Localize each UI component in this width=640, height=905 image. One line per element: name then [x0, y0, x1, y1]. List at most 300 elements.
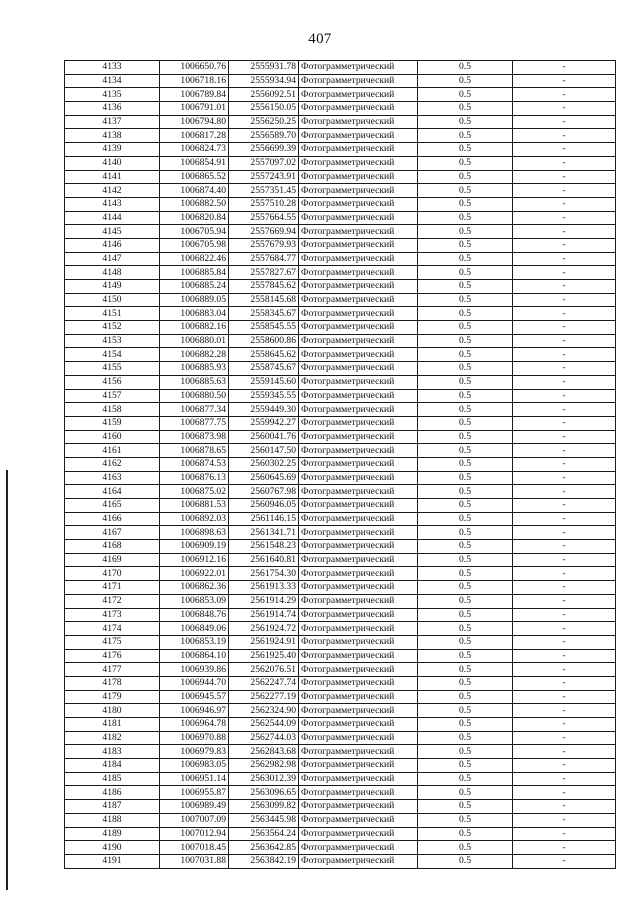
accuracy-cell: 0.5 [418, 800, 513, 814]
table-row [65, 567, 616, 581]
point-number-cell: 4181 [65, 718, 160, 732]
point-number-cell: 4134 [65, 74, 160, 88]
method-cell: Фотограмметрический [299, 718, 418, 732]
y-coordinate-cell: 2556699.39 [229, 143, 299, 157]
note-cell: - [513, 403, 616, 417]
table-row [65, 690, 616, 704]
note-cell: - [513, 608, 616, 622]
x-coordinate-cell: 1006955.87 [160, 786, 229, 800]
table-row [65, 649, 616, 663]
method-cell: Фотограмметрический [299, 553, 418, 567]
y-coordinate-cell: 2561914.29 [229, 594, 299, 608]
point-number-cell: 4145 [65, 225, 160, 239]
accuracy-cell: 0.5 [418, 430, 513, 444]
x-coordinate-cell: 1006939.86 [160, 663, 229, 677]
point-number-cell: 4139 [65, 143, 160, 157]
note-cell: - [513, 772, 616, 786]
note-cell: - [513, 594, 616, 608]
note-cell: - [513, 759, 616, 773]
point-number-cell: 4133 [65, 61, 160, 75]
table-row [65, 143, 616, 157]
y-coordinate-cell: 2562744.03 [229, 731, 299, 745]
note-cell: - [513, 225, 616, 239]
point-number-cell: 4170 [65, 567, 160, 581]
y-coordinate-cell: 2556250.25 [229, 115, 299, 129]
y-coordinate-cell: 2563445.98 [229, 813, 299, 827]
point-number-cell: 4173 [65, 608, 160, 622]
method-cell: Фотограмметрический [299, 88, 418, 102]
note-cell: - [513, 827, 616, 841]
method-cell: Фотограмметрический [299, 690, 418, 704]
x-coordinate-cell: 1006885.93 [160, 362, 229, 376]
point-number-cell: 4190 [65, 841, 160, 855]
accuracy-cell: 0.5 [418, 375, 513, 389]
note-cell: - [513, 731, 616, 745]
accuracy-cell: 0.5 [418, 854, 513, 868]
x-coordinate-cell: 1007018.45 [160, 841, 229, 855]
table-row [65, 115, 616, 129]
y-coordinate-cell: 2560147.50 [229, 444, 299, 458]
y-coordinate-cell: 2557679.93 [229, 238, 299, 252]
coordinates-table [64, 60, 616, 869]
point-number-cell: 4162 [65, 457, 160, 471]
x-coordinate-cell: 1006854.91 [160, 156, 229, 170]
x-coordinate-cell: 1006718.16 [160, 74, 229, 88]
point-number-cell: 4138 [65, 129, 160, 143]
point-number-cell: 4149 [65, 280, 160, 294]
x-coordinate-cell: 1006849.06 [160, 622, 229, 636]
note-cell: - [513, 307, 616, 321]
y-coordinate-cell: 2557351.45 [229, 184, 299, 198]
x-coordinate-cell: 1006824.73 [160, 143, 229, 157]
y-coordinate-cell: 2558545.55 [229, 321, 299, 335]
accuracy-cell: 0.5 [418, 156, 513, 170]
note-cell: - [513, 197, 616, 211]
method-cell: Фотограмметрический [299, 184, 418, 198]
y-coordinate-cell: 2562324.90 [229, 704, 299, 718]
table-row [65, 813, 616, 827]
table-row [65, 266, 616, 280]
method-cell: Фотограмметрический [299, 512, 418, 526]
point-number-cell: 4168 [65, 540, 160, 554]
table-row [65, 540, 616, 554]
accuracy-cell: 0.5 [418, 238, 513, 252]
method-cell: Фотограмметрический [299, 430, 418, 444]
x-coordinate-cell: 1006946.97 [160, 704, 229, 718]
method-cell: Фотограмметрический [299, 827, 418, 841]
x-coordinate-cell: 1006989.49 [160, 800, 229, 814]
table-row [65, 252, 616, 266]
y-coordinate-cell: 2558745.67 [229, 362, 299, 376]
y-coordinate-cell: 2563564.24 [229, 827, 299, 841]
table-row [65, 74, 616, 88]
x-coordinate-cell: 1006964.78 [160, 718, 229, 732]
table-row [65, 759, 616, 773]
y-coordinate-cell: 2563642.85 [229, 841, 299, 855]
x-coordinate-cell: 1006882.28 [160, 348, 229, 362]
x-coordinate-cell: 1006885.63 [160, 375, 229, 389]
point-number-cell: 4135 [65, 88, 160, 102]
y-coordinate-cell: 2561146.15 [229, 512, 299, 526]
table-row [65, 718, 616, 732]
table-row [65, 827, 616, 841]
method-cell: Фотограмметрический [299, 786, 418, 800]
accuracy-cell: 0.5 [418, 280, 513, 294]
x-coordinate-cell: 1006880.50 [160, 389, 229, 403]
y-coordinate-cell: 2558345.67 [229, 307, 299, 321]
table-row [65, 225, 616, 239]
method-cell: Фотограмметрический [299, 280, 418, 294]
method-cell: Фотограмметрический [299, 745, 418, 759]
point-number-cell: 4166 [65, 512, 160, 526]
x-coordinate-cell: 1006853.09 [160, 594, 229, 608]
x-coordinate-cell: 1006791.01 [160, 102, 229, 116]
accuracy-cell: 0.5 [418, 676, 513, 690]
accuracy-cell: 0.5 [418, 170, 513, 184]
point-number-cell: 4174 [65, 622, 160, 636]
point-number-cell: 4163 [65, 471, 160, 485]
note-cell: - [513, 102, 616, 116]
note-cell: - [513, 444, 616, 458]
point-number-cell: 4188 [65, 813, 160, 827]
method-cell: Фотограмметрический [299, 772, 418, 786]
y-coordinate-cell: 2561640.81 [229, 553, 299, 567]
x-coordinate-cell: 1006912.16 [160, 553, 229, 567]
accuracy-cell: 0.5 [418, 74, 513, 88]
accuracy-cell: 0.5 [418, 499, 513, 513]
note-cell: - [513, 389, 616, 403]
method-cell: Фотограмметрический [299, 348, 418, 362]
point-number-cell: 4153 [65, 334, 160, 348]
y-coordinate-cell: 2561341.71 [229, 526, 299, 540]
method-cell: Фотограмметрический [299, 608, 418, 622]
note-cell: - [513, 676, 616, 690]
table-row [65, 348, 616, 362]
x-coordinate-cell: 1006877.34 [160, 403, 229, 417]
accuracy-cell: 0.5 [418, 362, 513, 376]
method-cell: Фотограмметрический [299, 307, 418, 321]
method-cell: Фотограмметрический [299, 813, 418, 827]
point-number-cell: 4144 [65, 211, 160, 225]
y-coordinate-cell: 2560767.98 [229, 485, 299, 499]
table-row [65, 841, 616, 855]
note-cell: - [513, 430, 616, 444]
x-coordinate-cell: 1006979.83 [160, 745, 229, 759]
note-cell: - [513, 115, 616, 129]
x-coordinate-cell: 1006862.36 [160, 581, 229, 595]
table-row [65, 608, 616, 622]
point-number-cell: 4183 [65, 745, 160, 759]
y-coordinate-cell: 2557664.55 [229, 211, 299, 225]
table-row [65, 663, 616, 677]
method-cell: Фотограмметрический [299, 485, 418, 499]
note-cell: - [513, 375, 616, 389]
table-row [65, 211, 616, 225]
accuracy-cell: 0.5 [418, 457, 513, 471]
table-row [65, 622, 616, 636]
x-coordinate-cell: 1006881.53 [160, 499, 229, 513]
x-coordinate-cell: 1007012.94 [160, 827, 229, 841]
table-row [65, 321, 616, 335]
table-row [65, 334, 616, 348]
accuracy-cell: 0.5 [418, 841, 513, 855]
accuracy-cell: 0.5 [418, 635, 513, 649]
x-coordinate-cell: 1007031.88 [160, 854, 229, 868]
method-cell: Фотограмметрический [299, 704, 418, 718]
note-cell: - [513, 745, 616, 759]
point-number-cell: 4161 [65, 444, 160, 458]
method-cell: Фотограмметрический [299, 676, 418, 690]
x-coordinate-cell: 1006885.84 [160, 266, 229, 280]
method-cell: Фотограмметрический [299, 321, 418, 335]
method-cell: Фотограмметрический [299, 156, 418, 170]
x-coordinate-cell: 1006853.19 [160, 635, 229, 649]
accuracy-cell: 0.5 [418, 745, 513, 759]
point-number-cell: 4159 [65, 416, 160, 430]
note-cell: - [513, 635, 616, 649]
y-coordinate-cell: 2557097.02 [229, 156, 299, 170]
y-coordinate-cell: 2561924.72 [229, 622, 299, 636]
point-number-cell: 4160 [65, 430, 160, 444]
note-cell: - [513, 704, 616, 718]
table-row [65, 854, 616, 868]
table-row [65, 156, 616, 170]
point-number-cell: 4157 [65, 389, 160, 403]
note-cell: - [513, 334, 616, 348]
note-cell: - [513, 88, 616, 102]
y-coordinate-cell: 2561924.91 [229, 635, 299, 649]
point-number-cell: 4175 [65, 635, 160, 649]
note-cell: - [513, 211, 616, 225]
y-coordinate-cell: 2558145.68 [229, 293, 299, 307]
note-cell: - [513, 143, 616, 157]
method-cell: Фотограмметрический [299, 457, 418, 471]
accuracy-cell: 0.5 [418, 772, 513, 786]
x-coordinate-cell: 1006983.05 [160, 759, 229, 773]
note-cell: - [513, 170, 616, 184]
accuracy-cell: 0.5 [418, 129, 513, 143]
y-coordinate-cell: 2560302.25 [229, 457, 299, 471]
y-coordinate-cell: 2561754.30 [229, 567, 299, 581]
point-number-cell: 4150 [65, 293, 160, 307]
accuracy-cell: 0.5 [418, 731, 513, 745]
x-coordinate-cell: 1006878.65 [160, 444, 229, 458]
note-cell: - [513, 74, 616, 88]
note-cell: - [513, 813, 616, 827]
accuracy-cell: 0.5 [418, 102, 513, 116]
x-coordinate-cell: 1006874.53 [160, 457, 229, 471]
method-cell: Фотограмметрический [299, 540, 418, 554]
method-cell: Фотограмметрический [299, 375, 418, 389]
point-number-cell: 4143 [65, 197, 160, 211]
note-cell: - [513, 348, 616, 362]
y-coordinate-cell: 2557845.62 [229, 280, 299, 294]
note-cell: - [513, 800, 616, 814]
point-number-cell: 4187 [65, 800, 160, 814]
accuracy-cell: 0.5 [418, 485, 513, 499]
point-number-cell: 4156 [65, 375, 160, 389]
accuracy-cell: 0.5 [418, 663, 513, 677]
accuracy-cell: 0.5 [418, 512, 513, 526]
point-number-cell: 4169 [65, 553, 160, 567]
note-cell: - [513, 362, 616, 376]
accuracy-cell: 0.5 [418, 704, 513, 718]
x-coordinate-cell: 1006880.01 [160, 334, 229, 348]
accuracy-cell: 0.5 [418, 690, 513, 704]
table-row [65, 731, 616, 745]
point-number-cell: 4154 [65, 348, 160, 362]
note-cell: - [513, 841, 616, 855]
point-number-cell: 4189 [65, 827, 160, 841]
note-cell: - [513, 512, 616, 526]
accuracy-cell: 0.5 [418, 813, 513, 827]
y-coordinate-cell: 2562247.74 [229, 676, 299, 690]
x-coordinate-cell: 1006889.05 [160, 293, 229, 307]
x-coordinate-cell: 1006882.16 [160, 321, 229, 335]
method-cell: Фотограмметрический [299, 61, 418, 75]
point-number-cell: 4152 [65, 321, 160, 335]
table-row [65, 362, 616, 376]
method-cell: Фотограмметрический [299, 389, 418, 403]
method-cell: Фотограмметрический [299, 416, 418, 430]
y-coordinate-cell: 2557827.67 [229, 266, 299, 280]
note-cell: - [513, 786, 616, 800]
method-cell: Фотограмметрический [299, 170, 418, 184]
accuracy-cell: 0.5 [418, 553, 513, 567]
table-row [65, 594, 616, 608]
method-cell: Фотограмметрический [299, 471, 418, 485]
x-coordinate-cell: 1006705.98 [160, 238, 229, 252]
table-row [65, 375, 616, 389]
note-cell: - [513, 649, 616, 663]
x-coordinate-cell: 1006882.50 [160, 197, 229, 211]
x-coordinate-cell: 1006951.14 [160, 772, 229, 786]
x-coordinate-cell: 1006877.75 [160, 416, 229, 430]
table-row [65, 457, 616, 471]
y-coordinate-cell: 2562544.09 [229, 718, 299, 732]
table-row [65, 430, 616, 444]
note-cell: - [513, 457, 616, 471]
table-row [65, 485, 616, 499]
x-coordinate-cell: 1006909.19 [160, 540, 229, 554]
x-coordinate-cell: 1006876.13 [160, 471, 229, 485]
y-coordinate-cell: 2555931.78 [229, 61, 299, 75]
accuracy-cell: 0.5 [418, 143, 513, 157]
y-coordinate-cell: 2559942.27 [229, 416, 299, 430]
y-coordinate-cell: 2561914.74 [229, 608, 299, 622]
accuracy-cell: 0.5 [418, 759, 513, 773]
note-cell: - [513, 280, 616, 294]
x-coordinate-cell: 1006864.10 [160, 649, 229, 663]
note-cell: - [513, 293, 616, 307]
y-coordinate-cell: 2557510.28 [229, 197, 299, 211]
y-coordinate-cell: 2563099.82 [229, 800, 299, 814]
method-cell: Фотограмметрический [299, 663, 418, 677]
accuracy-cell: 0.5 [418, 594, 513, 608]
x-coordinate-cell: 1006873.98 [160, 430, 229, 444]
table-body [65, 61, 616, 869]
x-coordinate-cell: 1006898.63 [160, 526, 229, 540]
x-coordinate-cell: 1006892.03 [160, 512, 229, 526]
y-coordinate-cell: 2556092.51 [229, 88, 299, 102]
point-number-cell: 4147 [65, 252, 160, 266]
table-row [65, 553, 616, 567]
accuracy-cell: 0.5 [418, 252, 513, 266]
point-number-cell: 4137 [65, 115, 160, 129]
point-number-cell: 4191 [65, 854, 160, 868]
accuracy-cell: 0.5 [418, 567, 513, 581]
method-cell: Фотограмметрический [299, 197, 418, 211]
method-cell: Фотограмметрический [299, 211, 418, 225]
table-row [65, 800, 616, 814]
table-row [65, 88, 616, 102]
note-cell: - [513, 156, 616, 170]
accuracy-cell: 0.5 [418, 581, 513, 595]
table-row [65, 416, 616, 430]
accuracy-cell: 0.5 [418, 266, 513, 280]
note-cell: - [513, 321, 616, 335]
point-number-cell: 4164 [65, 485, 160, 499]
accuracy-cell: 0.5 [418, 416, 513, 430]
method-cell: Фотограмметрический [299, 444, 418, 458]
point-number-cell: 4151 [65, 307, 160, 321]
accuracy-cell: 0.5 [418, 307, 513, 321]
note-cell: - [513, 129, 616, 143]
table-row [65, 772, 616, 786]
note-cell: - [513, 499, 616, 513]
note-cell: - [513, 622, 616, 636]
table-row [65, 745, 616, 759]
x-coordinate-cell: 1006944.70 [160, 676, 229, 690]
note-cell: - [513, 184, 616, 198]
accuracy-cell: 0.5 [418, 622, 513, 636]
y-coordinate-cell: 2558645.62 [229, 348, 299, 362]
table-row [65, 293, 616, 307]
table-row [65, 704, 616, 718]
table-row [65, 238, 616, 252]
accuracy-cell: 0.5 [418, 718, 513, 732]
table-row [65, 403, 616, 417]
method-cell: Фотограмметрический [299, 403, 418, 417]
table-row [65, 389, 616, 403]
point-number-cell: 4158 [65, 403, 160, 417]
point-number-cell: 4180 [65, 704, 160, 718]
method-cell: Фотограмметрический [299, 581, 418, 595]
note-cell: - [513, 238, 616, 252]
y-coordinate-cell: 2556589.70 [229, 129, 299, 143]
accuracy-cell: 0.5 [418, 444, 513, 458]
accuracy-cell: 0.5 [418, 61, 513, 75]
method-cell: Фотограмметрический [299, 622, 418, 636]
method-cell: Фотограмметрический [299, 129, 418, 143]
method-cell: Фотограмметрический [299, 594, 418, 608]
y-coordinate-cell: 2562982.98 [229, 759, 299, 773]
point-number-cell: 4167 [65, 526, 160, 540]
y-coordinate-cell: 2562843.68 [229, 745, 299, 759]
note-cell: - [513, 266, 616, 280]
method-cell: Фотограмметрический [299, 225, 418, 239]
point-number-cell: 4136 [65, 102, 160, 116]
table-row [65, 280, 616, 294]
method-cell: Фотограмметрический [299, 854, 418, 868]
y-coordinate-cell: 2563012.39 [229, 772, 299, 786]
y-coordinate-cell: 2562076.51 [229, 663, 299, 677]
y-coordinate-cell: 2560946.05 [229, 499, 299, 513]
x-coordinate-cell: 1006705.94 [160, 225, 229, 239]
accuracy-cell: 0.5 [418, 827, 513, 841]
point-number-cell: 4140 [65, 156, 160, 170]
y-coordinate-cell: 2560041.76 [229, 430, 299, 444]
